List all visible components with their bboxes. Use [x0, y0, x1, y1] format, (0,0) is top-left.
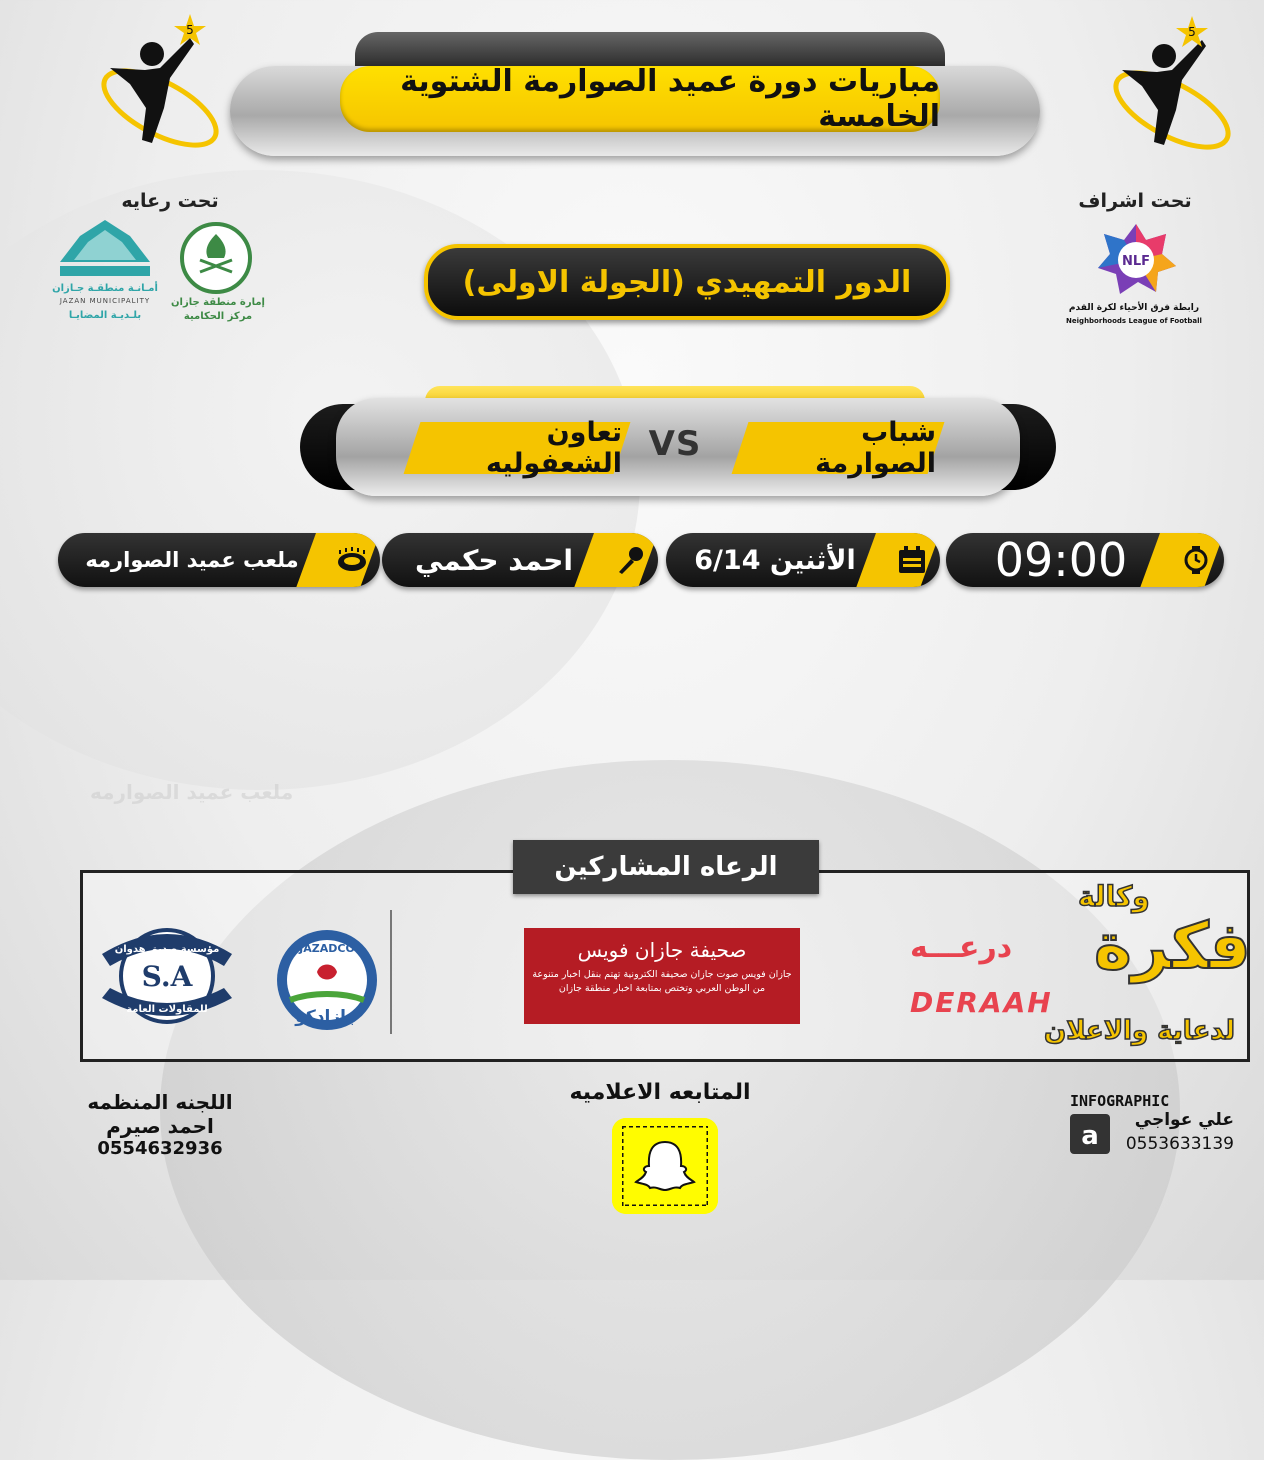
microphone-icon [614, 544, 646, 576]
nlf-name-en: Neighborhoods League of Football [1066, 317, 1202, 325]
sa-bottom: للمقاولات العامة [126, 1004, 208, 1015]
sponsors-title-bar [513, 840, 819, 894]
stadium-name: ملعب عميد الصوارمه [85, 548, 299, 572]
emirate-line1: إمارة منطقة جازان [171, 297, 265, 308]
time-pill [946, 533, 1224, 587]
logo-badge-left: 5 [186, 23, 194, 37]
round-label: الدور التمهيدي (الجولة الاولى) [462, 264, 912, 300]
page-title: مباريات دورة عميد الصوارمة الشتوية الخامسة [400, 64, 940, 134]
calendar-icon [896, 544, 928, 576]
sa-contracting-logo-icon [92, 914, 242, 1034]
designer-name: علي عواجي [1134, 1110, 1234, 1130]
stadium-icon [336, 544, 368, 576]
date-pill [666, 533, 940, 587]
municipality-logo-icon [50, 216, 160, 282]
sa-top: مؤسسة صديق هدوان [114, 944, 220, 955]
jazan-faces-desc: جازان فويس صوت جازان صحيفة الكترونية تهتم بنقل اخبار متنوعة من الوطن العربي وتختص بمتابعة اخبار منطقة جازان [532, 969, 792, 994]
designer-phone: 0553633139 [1125, 1134, 1234, 1154]
infographic-label: INFOGRAPHIC [1070, 1092, 1170, 1110]
jazan-faces-card [524, 928, 800, 1024]
nlf-short: NLF [1121, 254, 1151, 269]
svg-text:a: a [1081, 1121, 1099, 1151]
stadium-pill [58, 533, 380, 587]
round-banner [424, 244, 950, 320]
supervision-label: تحت اشراف [1078, 190, 1192, 212]
match-date: الأثنين 6/14 [694, 544, 856, 576]
sponsorship-label: تحت رعايه [121, 190, 219, 212]
committee-label: اللجنه المنظمه [87, 1090, 233, 1114]
reflection-text: ملعب عميد الصوارمه [90, 780, 294, 804]
logo-badge-right: 5 [1188, 25, 1196, 39]
tournament-logo-right [1092, 10, 1242, 160]
fikra-line2: فكرة [1094, 910, 1251, 984]
jazadco-en: JAZADCO [299, 942, 355, 955]
away-team-badge [404, 417, 631, 479]
committee-name: احمد صيرم [106, 1114, 214, 1138]
tournament-logo-left [90, 8, 240, 158]
municipality-en: JAZAN MUNICIPALITY [59, 297, 151, 305]
vs-label: VS [648, 424, 702, 464]
commentator-name: احمد حكمي [414, 543, 574, 577]
jazadco-logo-icon [262, 922, 392, 1034]
emirate-line2: مركز الحكامية [183, 311, 253, 322]
municipality-line1: أمـانـة منطقـة جـازان [52, 283, 158, 294]
sponsors-title: الرعاه المشاركين [554, 852, 778, 882]
sa-initials: S.A [141, 960, 193, 993]
snapchat-ghost-icon [622, 1126, 708, 1206]
emirate-emblem-icon [178, 220, 254, 296]
fikra-line3: لدعاية والاعلان [1044, 1016, 1236, 1046]
clock-icon [1180, 544, 1212, 576]
jazadco-ar: جازادكو [295, 1007, 359, 1027]
snapchat-qr[interactable] [612, 1118, 718, 1214]
media-label: المتابعه الاعلاميه [569, 1080, 751, 1105]
deraah-logo-ar: درعـــه [910, 930, 1013, 965]
municipality-line2: بلـديـة المضايـا [68, 310, 142, 321]
deraah-logo-en: DERAAH [910, 986, 1053, 1019]
home-team: شباب الصوارمة [815, 417, 936, 479]
designer-logo-icon [1070, 1114, 1110, 1154]
commentator-pill [382, 533, 658, 587]
nlf-name-ar: رابطة فرق الأحياء لكرة القدم [1068, 303, 1200, 313]
fikra-line1: وكالة [1078, 880, 1150, 913]
away-team: تعاون الشعفوليه [485, 417, 622, 479]
home-team-badge [732, 417, 945, 479]
match-time: 09:00 [994, 533, 1128, 587]
jazan-faces-name: صحيفة جازان فويس [577, 938, 747, 962]
committee-phone: 0554632936 [97, 1138, 223, 1159]
title-banner [340, 66, 940, 132]
nlf-logo-icon [1096, 222, 1176, 298]
